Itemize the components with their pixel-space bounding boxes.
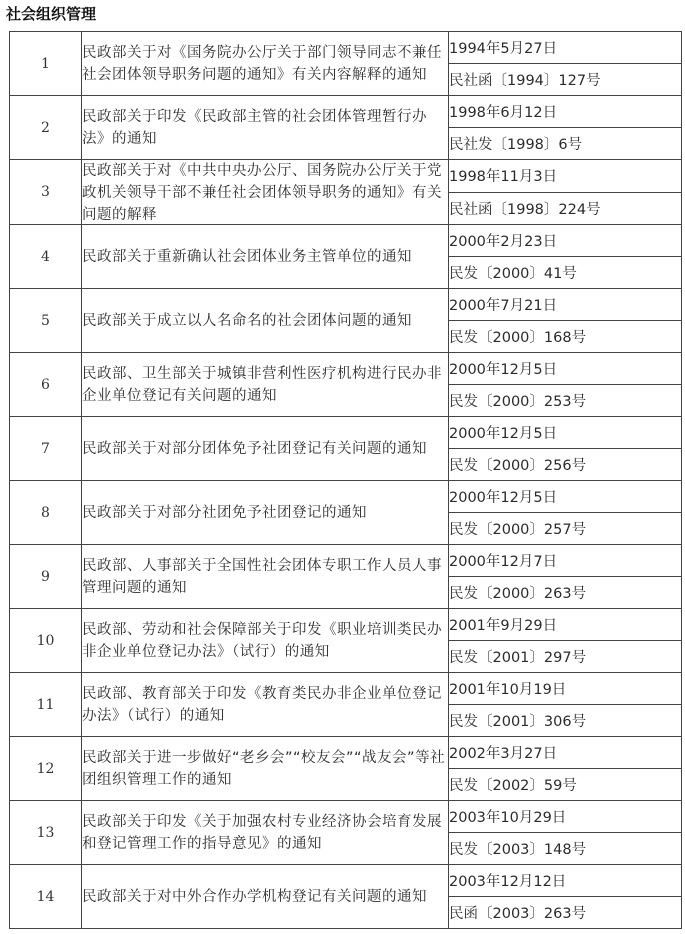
issue-date: 2001年10月19日	[449, 673, 682, 705]
issue-date: 2000年12月7日	[449, 545, 682, 577]
document-number: 民发〔2002〕59号	[449, 769, 682, 801]
row-number: 9	[10, 545, 82, 609]
issue-date: 1998年11月3日	[449, 160, 682, 193]
issue-date: 2000年12月5日	[449, 353, 682, 385]
row-number: 14	[10, 865, 82, 929]
document-title: 民政部关于印发《民政部主管的社会团体管理暂行办法》的通知	[82, 108, 427, 147]
document-title-cell	[82, 160, 449, 225]
document-title-cell	[82, 481, 449, 545]
issue-date: 1994年5月27日	[449, 32, 682, 64]
document-title-cell	[82, 865, 449, 929]
issue-date: 2001年9月29日	[449, 609, 682, 641]
regulation-table	[9, 31, 682, 929]
document-title-cell	[82, 737, 449, 801]
table-row	[10, 481, 682, 513]
row-number: 2	[10, 96, 82, 160]
document-number: 民发〔2001〕306号	[449, 705, 682, 737]
document-title: 民政部关于对中外合作办学机构登记有关问题的通知	[82, 888, 427, 905]
document-title-cell	[82, 801, 449, 865]
document-title-cell	[82, 32, 449, 96]
document-title-cell	[82, 353, 449, 417]
document-number: 民社发〔1998〕6号	[449, 128, 682, 160]
document-number: 民社函〔1994〕127号	[449, 64, 682, 96]
table-row	[10, 609, 682, 641]
document-title: 民政部关于重新确认社会团体业务主管单位的通知	[82, 248, 412, 265]
table-row	[10, 417, 682, 449]
document-title-cell	[82, 225, 449, 289]
document-title: 民政部、教育部关于印发《教育类民办非企业单位登记办法》（试行）的通知	[82, 685, 442, 724]
row-number: 11	[10, 673, 82, 737]
row-number: 7	[10, 417, 82, 481]
document-number: 民发〔2003〕148号	[449, 833, 682, 865]
issue-date: 2000年2月23日	[449, 225, 682, 257]
document-number: 民发〔2000〕253号	[449, 385, 682, 417]
document-number: 民发〔2000〕263号	[449, 577, 682, 609]
issue-date: 2000年12月5日	[449, 481, 682, 513]
row-number: 8	[10, 481, 82, 545]
issue-date: 2003年10月29日	[449, 801, 682, 833]
row-number: 1	[10, 32, 82, 96]
row-number: 12	[10, 737, 82, 801]
document-title: 民政部关于对部分社团免予社团登记的通知	[82, 504, 367, 521]
document-number: 民发〔2001〕297号	[449, 641, 682, 673]
table-row	[10, 801, 682, 833]
table-row	[10, 545, 682, 577]
table-row	[10, 225, 682, 257]
issue-date: 2000年12月5日	[449, 417, 682, 449]
document-title: 民政部关于对《国务院办公厅关于部门领导同志不兼任社会团体领导职务问题的通知》有关内容解释的通知	[82, 44, 442, 83]
issue-date: 2002年3月27日	[449, 737, 682, 769]
document-title-cell	[82, 289, 449, 353]
table-row	[10, 865, 682, 897]
document-title-cell	[82, 609, 449, 673]
table-row	[10, 289, 682, 321]
document-number: 民发〔2000〕256号	[449, 449, 682, 481]
document-number: 民发〔2000〕41号	[449, 257, 682, 289]
document-number: 民函〔2003〕263号	[449, 897, 682, 929]
table-row	[10, 160, 682, 193]
table-row	[10, 673, 682, 705]
document-title: 民政部关于对部分团体免予社团登记有关问题的通知	[82, 440, 427, 457]
document-number: 民发〔2000〕257号	[449, 513, 682, 545]
row-number: 4	[10, 225, 82, 289]
document-title-cell	[82, 417, 449, 481]
document-title: 民政部关于印发《关于加强农村专业经济协会培育发展和登记管理工作的指导意见》的通知	[82, 813, 442, 852]
document-title-cell	[82, 673, 449, 737]
page-heading: 社会组织管理	[6, 5, 97, 23]
document-title-cell	[82, 545, 449, 609]
row-number: 13	[10, 801, 82, 865]
document-title: 民政部关于对《中共中央办公厅、国务院办公厅关于党政机关领导干部不兼任社会团体领导职务的通知》有关问题的解释	[82, 163, 442, 223]
row-number: 5	[10, 289, 82, 353]
document-title: 民政部、卫生部关于城镇非营利性医疗机构进行民办非企业单位登记有关问题的通知	[82, 365, 442, 404]
document-title: 民政部、人事部关于全国性社会团体专职工作人员人事管理问题的通知	[82, 557, 442, 596]
document-number: 民发〔2000〕168号	[449, 321, 682, 353]
document-title-cell	[82, 96, 449, 160]
table-row	[10, 353, 682, 385]
issue-date: 1998年6月12日	[449, 96, 682, 128]
document-title: 民政部关于成立以人名命名的社会团体问题的通知	[82, 312, 412, 329]
row-number: 10	[10, 609, 82, 673]
table-row	[10, 96, 682, 128]
document-number: 民社函〔1998〕224号	[449, 192, 682, 225]
document-title: 民政部关于进一步做好“老乡会”“校友会”“战友会”等社团组织管理工作的通知	[82, 749, 446, 788]
table-row	[10, 737, 682, 769]
row-number: 3	[10, 160, 82, 225]
issue-date: 2003年12月12日	[449, 865, 682, 897]
table-row	[10, 32, 682, 64]
row-number: 6	[10, 353, 82, 417]
regulation-table-body	[10, 32, 682, 929]
document-title: 民政部、劳动和社会保障部关于印发《职业培训类民办非企业单位登记办法》（试行）的通知	[82, 621, 442, 660]
issue-date: 2000年7月21日	[449, 289, 682, 321]
